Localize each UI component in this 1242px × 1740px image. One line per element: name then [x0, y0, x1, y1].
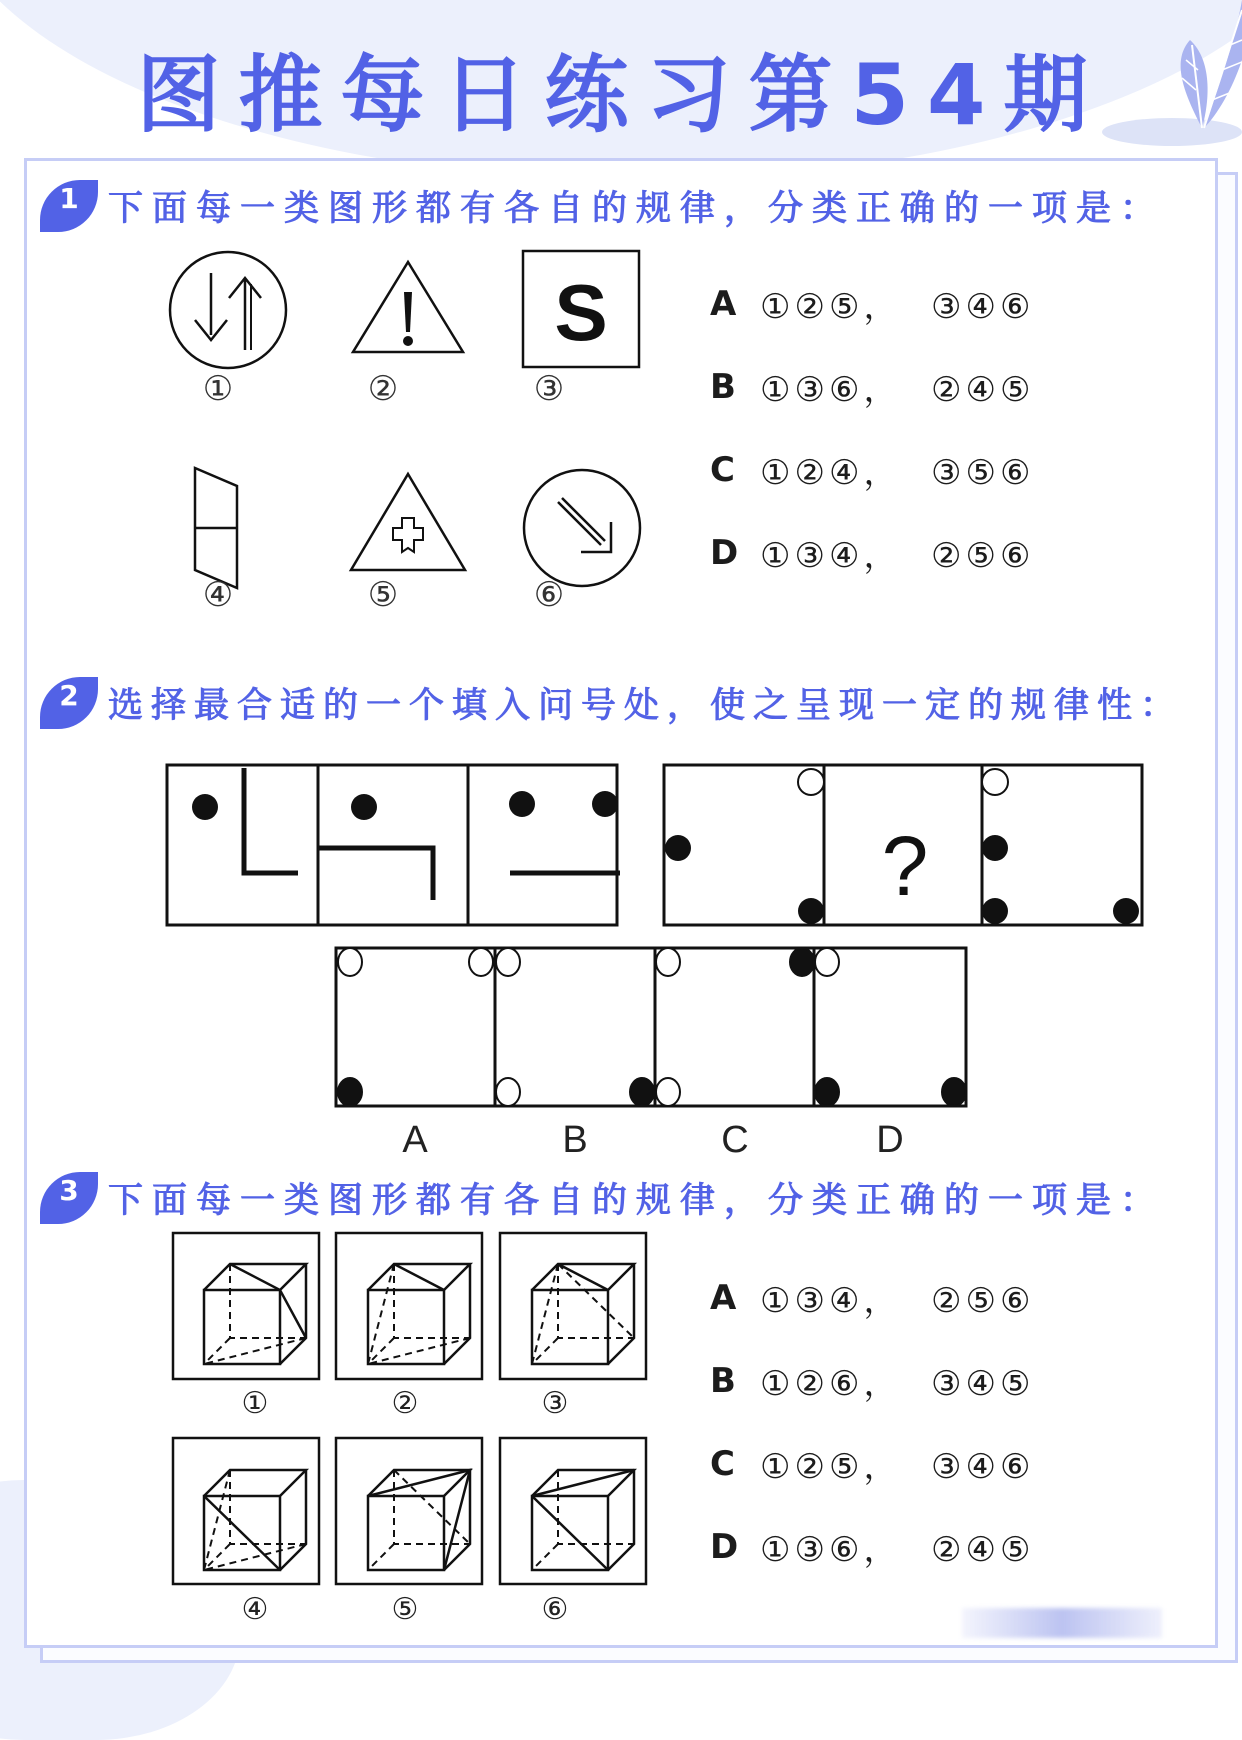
figure-label: ⑤: [391, 1592, 419, 1627]
option-text: ①②⑤， ③④⑥: [760, 287, 1035, 327]
question-prompt: 下面每一类图形都有各自的规律，分类正确的一项是：: [108, 189, 1165, 229]
page-title: 图推每日练习第54期: [136, 46, 1106, 144]
option-b[interactable]: [710, 345, 1035, 428]
question-prompt: 选择最合适的一个填入问号处，使之呈现一定的规律性：: [108, 686, 1184, 726]
question-1-figures: [165, 240, 655, 640]
question-1-options: [710, 262, 1035, 594]
option-c[interactable]: [710, 1422, 1035, 1505]
figure-label: ①: [241, 1386, 269, 1421]
question-2-answer-choices: [330, 940, 980, 1165]
option-letter: D: [710, 532, 739, 573]
question-number-badge: 2: [40, 677, 98, 729]
figure-1-circle-arrows-icon: [170, 252, 286, 368]
option-letter: B: [710, 366, 736, 407]
svg-text:S: S: [554, 268, 608, 357]
answer-label-d: D: [876, 1119, 904, 1161]
answer-label-c: C: [721, 1119, 749, 1161]
figure-label: ⑤: [367, 575, 399, 615]
option-text: ①③⑥， ②④⑤: [760, 370, 1035, 410]
cube-figure-1: [204, 1264, 306, 1364]
answer-label-b: B: [562, 1119, 588, 1161]
option-letter: B: [710, 1360, 736, 1401]
blurred-watermark: [962, 1608, 1162, 1638]
option-letter: A: [710, 283, 737, 324]
figure-label: ②: [391, 1386, 419, 1421]
question-2-header: [40, 677, 1183, 729]
option-a[interactable]: [710, 262, 1035, 345]
option-text: ①②⑥， ③④⑤: [760, 1364, 1035, 1404]
question-number-badge: 1: [40, 180, 98, 232]
option-c[interactable]: [710, 428, 1035, 511]
figure-label: ①: [202, 369, 234, 409]
option-text: ①③④， ②⑤⑥: [760, 1281, 1035, 1321]
option-text: ①②⑤， ③④⑥: [760, 1447, 1035, 1487]
option-text: ①③④， ②⑤⑥: [760, 536, 1035, 576]
figure-2-warning-triangle-icon: [353, 262, 463, 352]
cube-figure-6: [532, 1470, 634, 1570]
figure-label: ②: [367, 369, 399, 409]
option-letter: C: [710, 449, 735, 490]
cube-figure-5: [368, 1470, 470, 1570]
figure-5-triangle-cross-icon: [351, 474, 465, 570]
answer-label-a: A: [402, 1119, 428, 1161]
question-3-header: [40, 1172, 1164, 1224]
question-2-sequence: [160, 755, 1150, 935]
option-d[interactable]: [710, 1505, 1035, 1588]
option-d[interactable]: [710, 511, 1035, 594]
figure-label: ⑥: [541, 1592, 569, 1627]
figure-label: ③: [541, 1386, 569, 1421]
figure-label: ③: [533, 369, 565, 409]
question-prompt: 下面每一类图形都有各自的规律，分类正确的一项是：: [108, 1181, 1165, 1221]
question-1-header: [40, 180, 1164, 232]
cube-figure-2: [368, 1264, 470, 1364]
cube-figure-3: [532, 1264, 634, 1364]
figure-label: ④: [202, 575, 234, 615]
option-letter: C: [710, 1443, 735, 1484]
figure-6-circle-diagonal-arrow-icon: [524, 470, 640, 586]
option-text: ①②④， ③⑤⑥: [760, 453, 1035, 493]
figure-label: ④: [241, 1592, 269, 1627]
option-a[interactable]: [710, 1256, 1035, 1339]
figure-label: ⑥: [533, 575, 565, 615]
question-3-options: [710, 1256, 1035, 1588]
cube-figure-4: [204, 1470, 306, 1570]
option-b[interactable]: [710, 1339, 1035, 1422]
figure-4-split-trapezoid-icon: [195, 468, 237, 588]
option-text: ①③⑥， ②④⑤: [760, 1530, 1035, 1570]
question-number-badge: 3: [40, 1172, 98, 1224]
figure-3-square-letter-icon: [523, 251, 639, 367]
option-letter: D: [710, 1526, 739, 1567]
question-3-cube-figures: [170, 1230, 660, 1630]
option-letter: A: [710, 1277, 737, 1318]
question-mark: ?: [881, 819, 929, 913]
